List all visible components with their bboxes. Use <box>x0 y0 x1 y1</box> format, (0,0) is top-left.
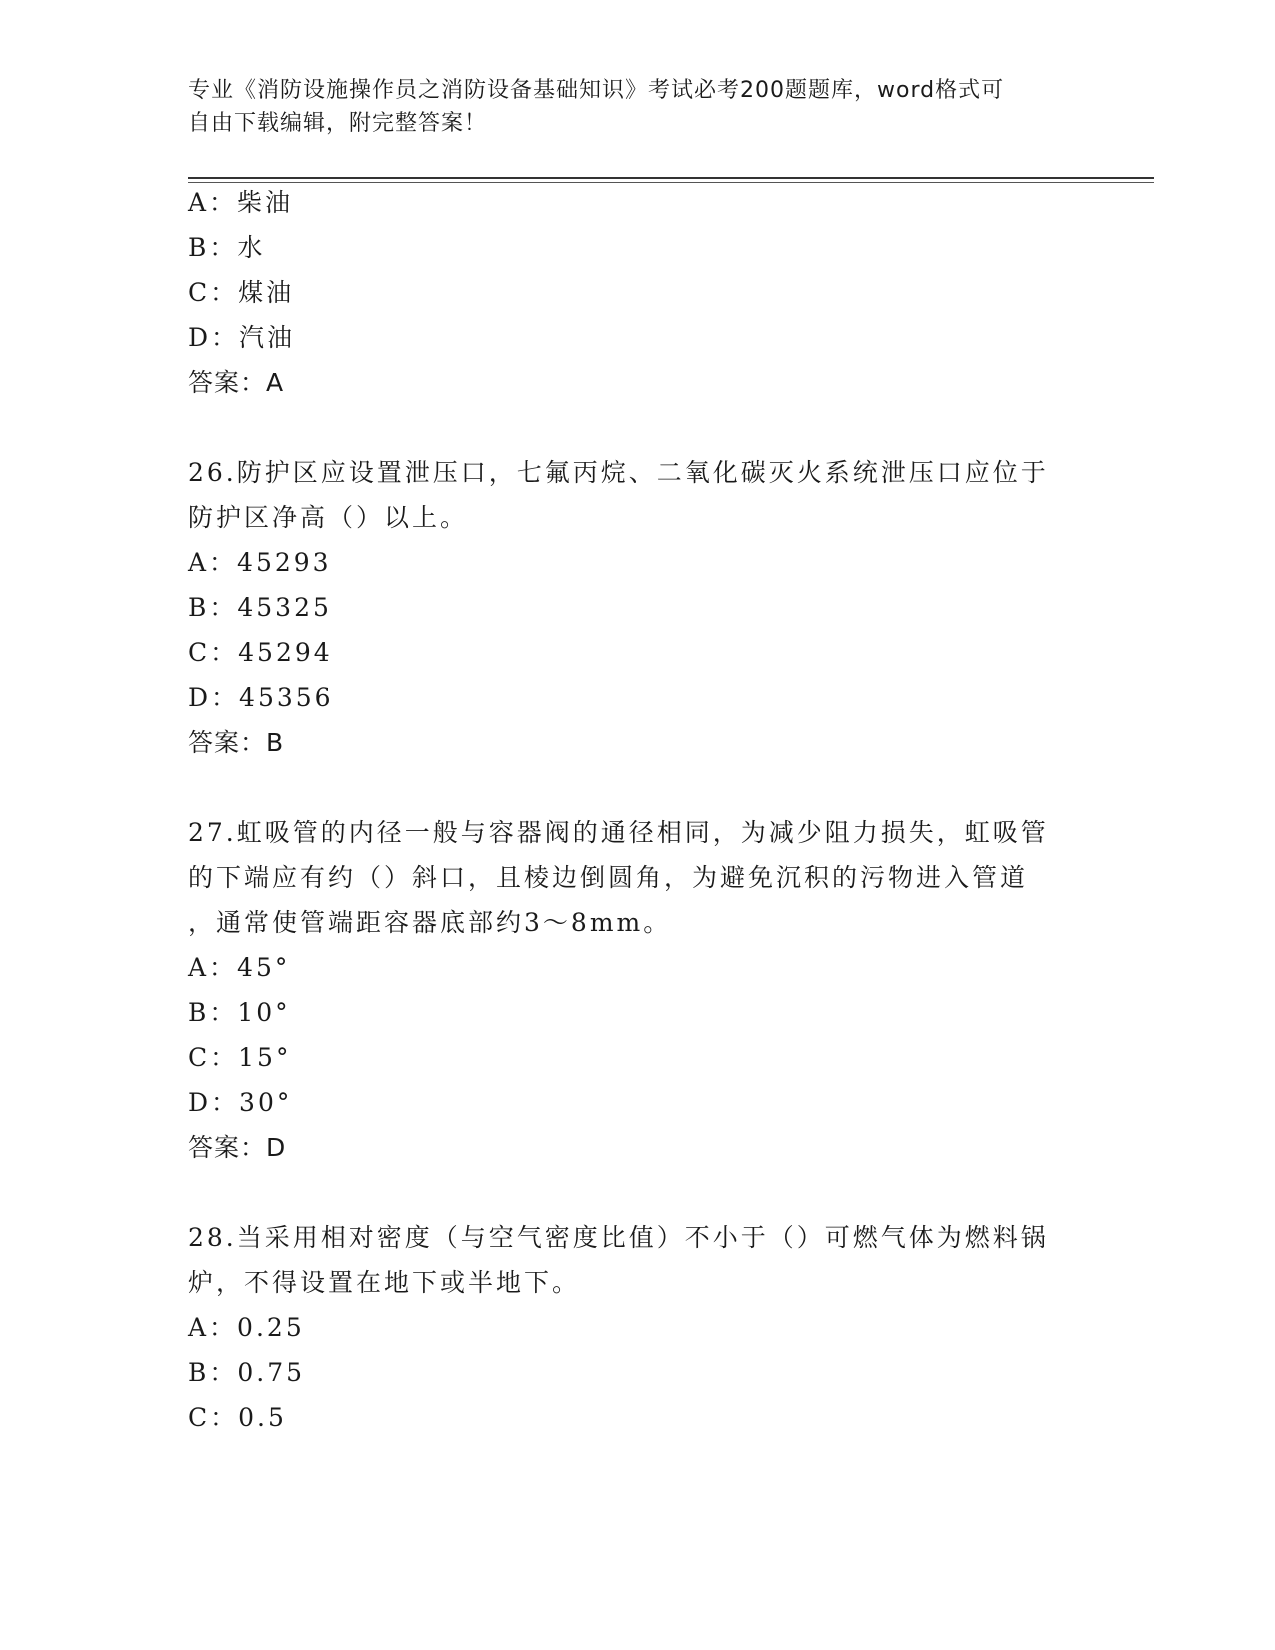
q26-option-c: C：45294 <box>188 638 333 667</box>
q25-option-c: C：煤油 <box>188 278 295 307</box>
header-divider-thin <box>188 182 1154 183</box>
q28-stem-line-1: 28.当采用相对密度（与空气密度比值）不小于（）可燃气体为燃料锅 <box>188 1223 1049 1252</box>
q26-option-d: D：45356 <box>188 683 334 712</box>
q27-stem-line-1: 27.虹吸管的内径一般与容器阀的通径相同，为减少阻力损失，虹吸管 <box>188 818 1049 847</box>
q25-option-a: A：柴油 <box>188 188 294 217</box>
q26-answer: 答案：B <box>188 728 285 757</box>
q25-option-d: D：汽油 <box>188 323 296 352</box>
q27-answer: 答案：D <box>188 1133 287 1162</box>
q25-answer: 答案：A <box>188 368 285 397</box>
q28-option-b: B：0.75 <box>188 1358 306 1387</box>
q27-option-c: C：15° <box>188 1043 292 1072</box>
document-header <box>188 74 1068 140</box>
q26-option-b: B：45325 <box>188 593 332 622</box>
q25-option-b: B：水 <box>188 233 266 262</box>
q28-option-a: A：0.25 <box>188 1313 305 1342</box>
q26-stem-line-2: 防护区净高（）以上。 <box>188 503 469 532</box>
q27-option-b: B：10° <box>188 998 291 1027</box>
header-divider-thick <box>188 177 1154 179</box>
q26-option-a: A：45293 <box>188 548 332 577</box>
q28-option-c: C：0.5 <box>188 1403 287 1432</box>
q27-stem-line-3: ，通常使管端距容器底部约3～8mm。 <box>188 908 672 937</box>
q27-option-a: A：45° <box>188 953 291 982</box>
q27-option-d: D：30° <box>188 1088 293 1117</box>
q26-stem-line-1: 26.防护区应设置泄压口，七氟丙烷、二氧化碳灭火系统泄压口应位于 <box>188 458 1049 487</box>
header-line-1: 专业《消防设施操作员之消防设备基础知识》考试必考200题题库，word格式可 <box>188 78 1005 103</box>
q27-stem-line-2: 的下端应有约（）斜口，且棱边倒圆角，为避免沉积的污物进入管道 <box>188 863 1029 892</box>
q28-stem-line-2: 炉，不得设置在地下或半地下。 <box>188 1268 581 1297</box>
header-line-2: 自由下载编辑，附完整答案！ <box>188 111 488 136</box>
